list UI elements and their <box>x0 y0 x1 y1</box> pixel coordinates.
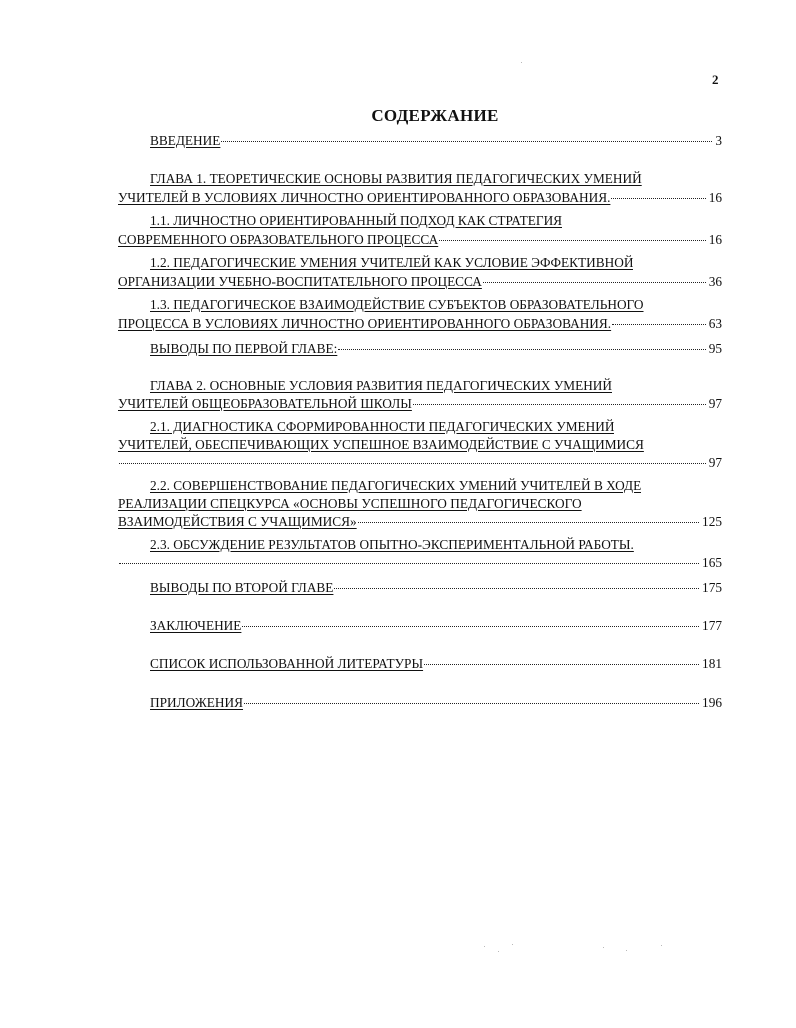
toc-entry-conclusion[interactable] <box>150 618 722 634</box>
toc-entry-title-cont: УЧИТЕЛЕЙ В УСЛОВИЯХ ЛИЧНОСТНО ОРИЕНТИРОВАННОГО ОБРАЗОВАНИЯ. <box>118 190 611 205</box>
toc-entry-title: СПИСОК ИСПОЛЬЗОВАННОЙ ЛИТЕРАТУРЫ <box>150 656 424 671</box>
toc-entry-title: ЗАКЛЮЧЕНИЕ <box>150 618 242 633</box>
dot-leader <box>483 282 706 283</box>
toc-entry-2-1-line2[interactable] <box>118 437 644 453</box>
toc-page-number: 16 <box>708 232 722 247</box>
toc-entry-title: 2.3. ОБСУЖДЕНИЕ РЕЗУЛЬТАТОВ ОПЫТНО-ЭКСПЕРИМЕНТАЛЬНОЙ РАБОТЫ. <box>150 537 634 552</box>
toc-page-number: 3 <box>715 133 722 148</box>
scan-speck <box>484 946 485 947</box>
toc-entry-title-cont: УЧИТЕЛЕЙ, ОБЕСПЕЧИВАЮЩИХ УСПЕШНОЕ ВЗАИМОДЕЙСТВИЕ С УЧАЩИМИСЯ <box>118 437 644 452</box>
scan-speck <box>626 950 627 951</box>
toc-entry-title: ПРИЛОЖЕНИЯ <box>150 695 244 710</box>
toc-entry-title: 2.2. СОВЕРШЕНСТВОВАНИЕ ПЕДАГОГИЧЕСКИХ УМЕНИЙ УЧИТЕЛЕЙ В ХОДЕ <box>150 478 642 493</box>
dot-leader <box>338 349 705 350</box>
toc-page-number: 125 <box>702 514 722 529</box>
toc-page-number: 177 <box>702 618 722 633</box>
toc-entry-title-cont: ПРОЦЕССА В УСЛОВИЯХ ЛИЧНОСТНО ОРИЕНТИРОВАННОГО ОБРАЗОВАНИЯ. <box>118 316 612 331</box>
scan-speck <box>512 944 513 945</box>
toc-entry-title: ВЫВОДЫ ПО ПЕРВОЙ ГЛАВЕ: <box>150 341 338 356</box>
toc-entry-chapter-1-line1[interactable] <box>150 171 642 187</box>
toc-entry-title: ГЛАВА 1. ТЕОРЕТИЧЕСКИЕ ОСНОВЫ РАЗВИТИЯ ПЕДАГОГИЧЕСКИХ УМЕНИЙ <box>150 171 642 186</box>
toc-entry-title: ВЫВОДЫ ПО ВТОРОЙ ГЛАВЕ <box>150 580 334 595</box>
toc-entry-1-1-line2[interactable] <box>118 232 722 248</box>
toc-entry-2-2-line1[interactable] <box>150 478 641 494</box>
scan-speck <box>521 62 522 63</box>
dot-leader <box>119 563 699 564</box>
toc-page-number: 165 <box>702 555 722 570</box>
toc-entry-title-cont: СОВРЕМЕННОГО ОБРАЗОВАТЕЛЬНОГО ПРОЦЕССА <box>118 232 439 247</box>
scan-speck <box>661 945 662 946</box>
toc-entry-2-2-line2[interactable] <box>118 496 582 512</box>
toc-entry-title-cont: ОРГАНИЗАЦИИ УЧЕБНО-ВОСПИТАТЕЛЬНОГО ПРОЦЕССА <box>118 274 482 289</box>
dot-leader <box>334 588 699 589</box>
toc-page-number: 63 <box>708 316 722 331</box>
toc-entry-title-cont: РЕАЛИЗАЦИИ СПЕЦКУРСА «ОСНОВЫ УСПЕШНОГО ПЕДАГОГИЧЕСКОГО <box>118 496 582 511</box>
toc-entry-title: 1.3. ПЕДАГОГИЧЕСКОЕ ВЗАИМОДЕЙСТВИЕ СУБЪЕКТОВ ОБРАЗОВАТЕЛЬНОГО <box>150 297 644 312</box>
toc-entry-bibliography[interactable] <box>150 656 722 672</box>
toc-entry-title: 2.1. ДИАГНОСТИКА СФОРМИРОВАННОСТИ ПЕДАГОГИЧЕСКИХ УМЕНИЙ <box>150 419 615 434</box>
toc-page-number: 175 <box>702 580 722 595</box>
toc-entry-1-1-line1[interactable] <box>150 213 562 229</box>
dot-leader <box>242 626 699 627</box>
page-number: 2 <box>712 72 719 87</box>
scan-speck <box>603 947 604 948</box>
toc-entry-chapter-1-line2[interactable] <box>118 190 722 206</box>
toc-entry-title: ГЛАВА 2. ОСНОВНЫЕ УСЛОВИЯ РАЗВИТИЯ ПЕДАГОГИЧЕСКИХ УМЕНИЙ <box>150 378 613 393</box>
toc-entry-chapter-1-conclusions[interactable] <box>150 341 722 357</box>
toc-entry-2-1-line1[interactable] <box>150 419 614 435</box>
toc-page-number: 16 <box>708 190 722 205</box>
dot-leader <box>244 703 699 704</box>
toc-page-number: 97 <box>708 455 722 470</box>
dot-leader <box>221 141 712 142</box>
toc-entry-1-2-line2[interactable] <box>118 274 722 290</box>
toc-entry-chapter-2-line2[interactable] <box>118 396 722 412</box>
dot-leader <box>413 404 706 405</box>
scan-speck <box>498 951 499 952</box>
toc-entry-introduction[interactable] <box>150 133 722 149</box>
toc-entry-title: 1.1. ЛИЧНОСТНО ОРИЕНТИРОВАННЫЙ ПОДХОД КАК СТРАТЕГИЯ <box>150 213 563 228</box>
toc-entry-2-1-line3[interactable] <box>118 455 722 471</box>
toc-entry-chapter-2-line1[interactable] <box>150 378 612 394</box>
toc-entry-title-cont: ВЗАИМОДЕЙСТВИЯ С УЧАЩИМИСЯ» <box>118 514 357 529</box>
toc-page-number: 181 <box>702 656 722 671</box>
toc-entry-chapter-2-conclusions[interactable] <box>150 580 722 596</box>
dot-leader <box>424 664 699 665</box>
toc-entry-title-cont: УЧИТЕЛЕЙ ОБЩЕОБРАЗОВАТЕЛЬНОЙ ШКОЛЫ <box>118 396 412 411</box>
dot-leader <box>612 324 706 325</box>
toc-entry-2-3-line1[interactable] <box>150 537 634 553</box>
toc-entry-title: ВВЕДЕНИЕ <box>150 133 221 148</box>
toc-page-number: 36 <box>708 274 722 289</box>
toc-entry-1-3-line1[interactable] <box>150 297 644 313</box>
toc-entry-1-2-line1[interactable] <box>150 255 633 271</box>
toc-entry-2-3-line2[interactable] <box>118 555 722 571</box>
dot-leader <box>358 522 699 523</box>
toc-entry-1-3-line2[interactable] <box>118 316 722 332</box>
toc-entry-appendices[interactable] <box>150 695 722 711</box>
dot-leader <box>119 463 706 464</box>
toc-page-number: 97 <box>708 396 722 411</box>
page-title: СОДЕРЖАНИЕ <box>371 106 499 125</box>
toc-page-number: 95 <box>708 341 722 356</box>
toc-entry-2-2-line3[interactable] <box>118 514 722 530</box>
toc-entry-title: 1.2. ПЕДАГОГИЧЕСКИЕ УМЕНИЯ УЧИТЕЛЕЙ КАК УСЛОВИЕ ЭФФЕКТИВНОЙ <box>150 255 634 270</box>
toc-page-number: 196 <box>702 695 722 710</box>
dot-leader <box>611 198 705 199</box>
dot-leader <box>439 240 706 241</box>
